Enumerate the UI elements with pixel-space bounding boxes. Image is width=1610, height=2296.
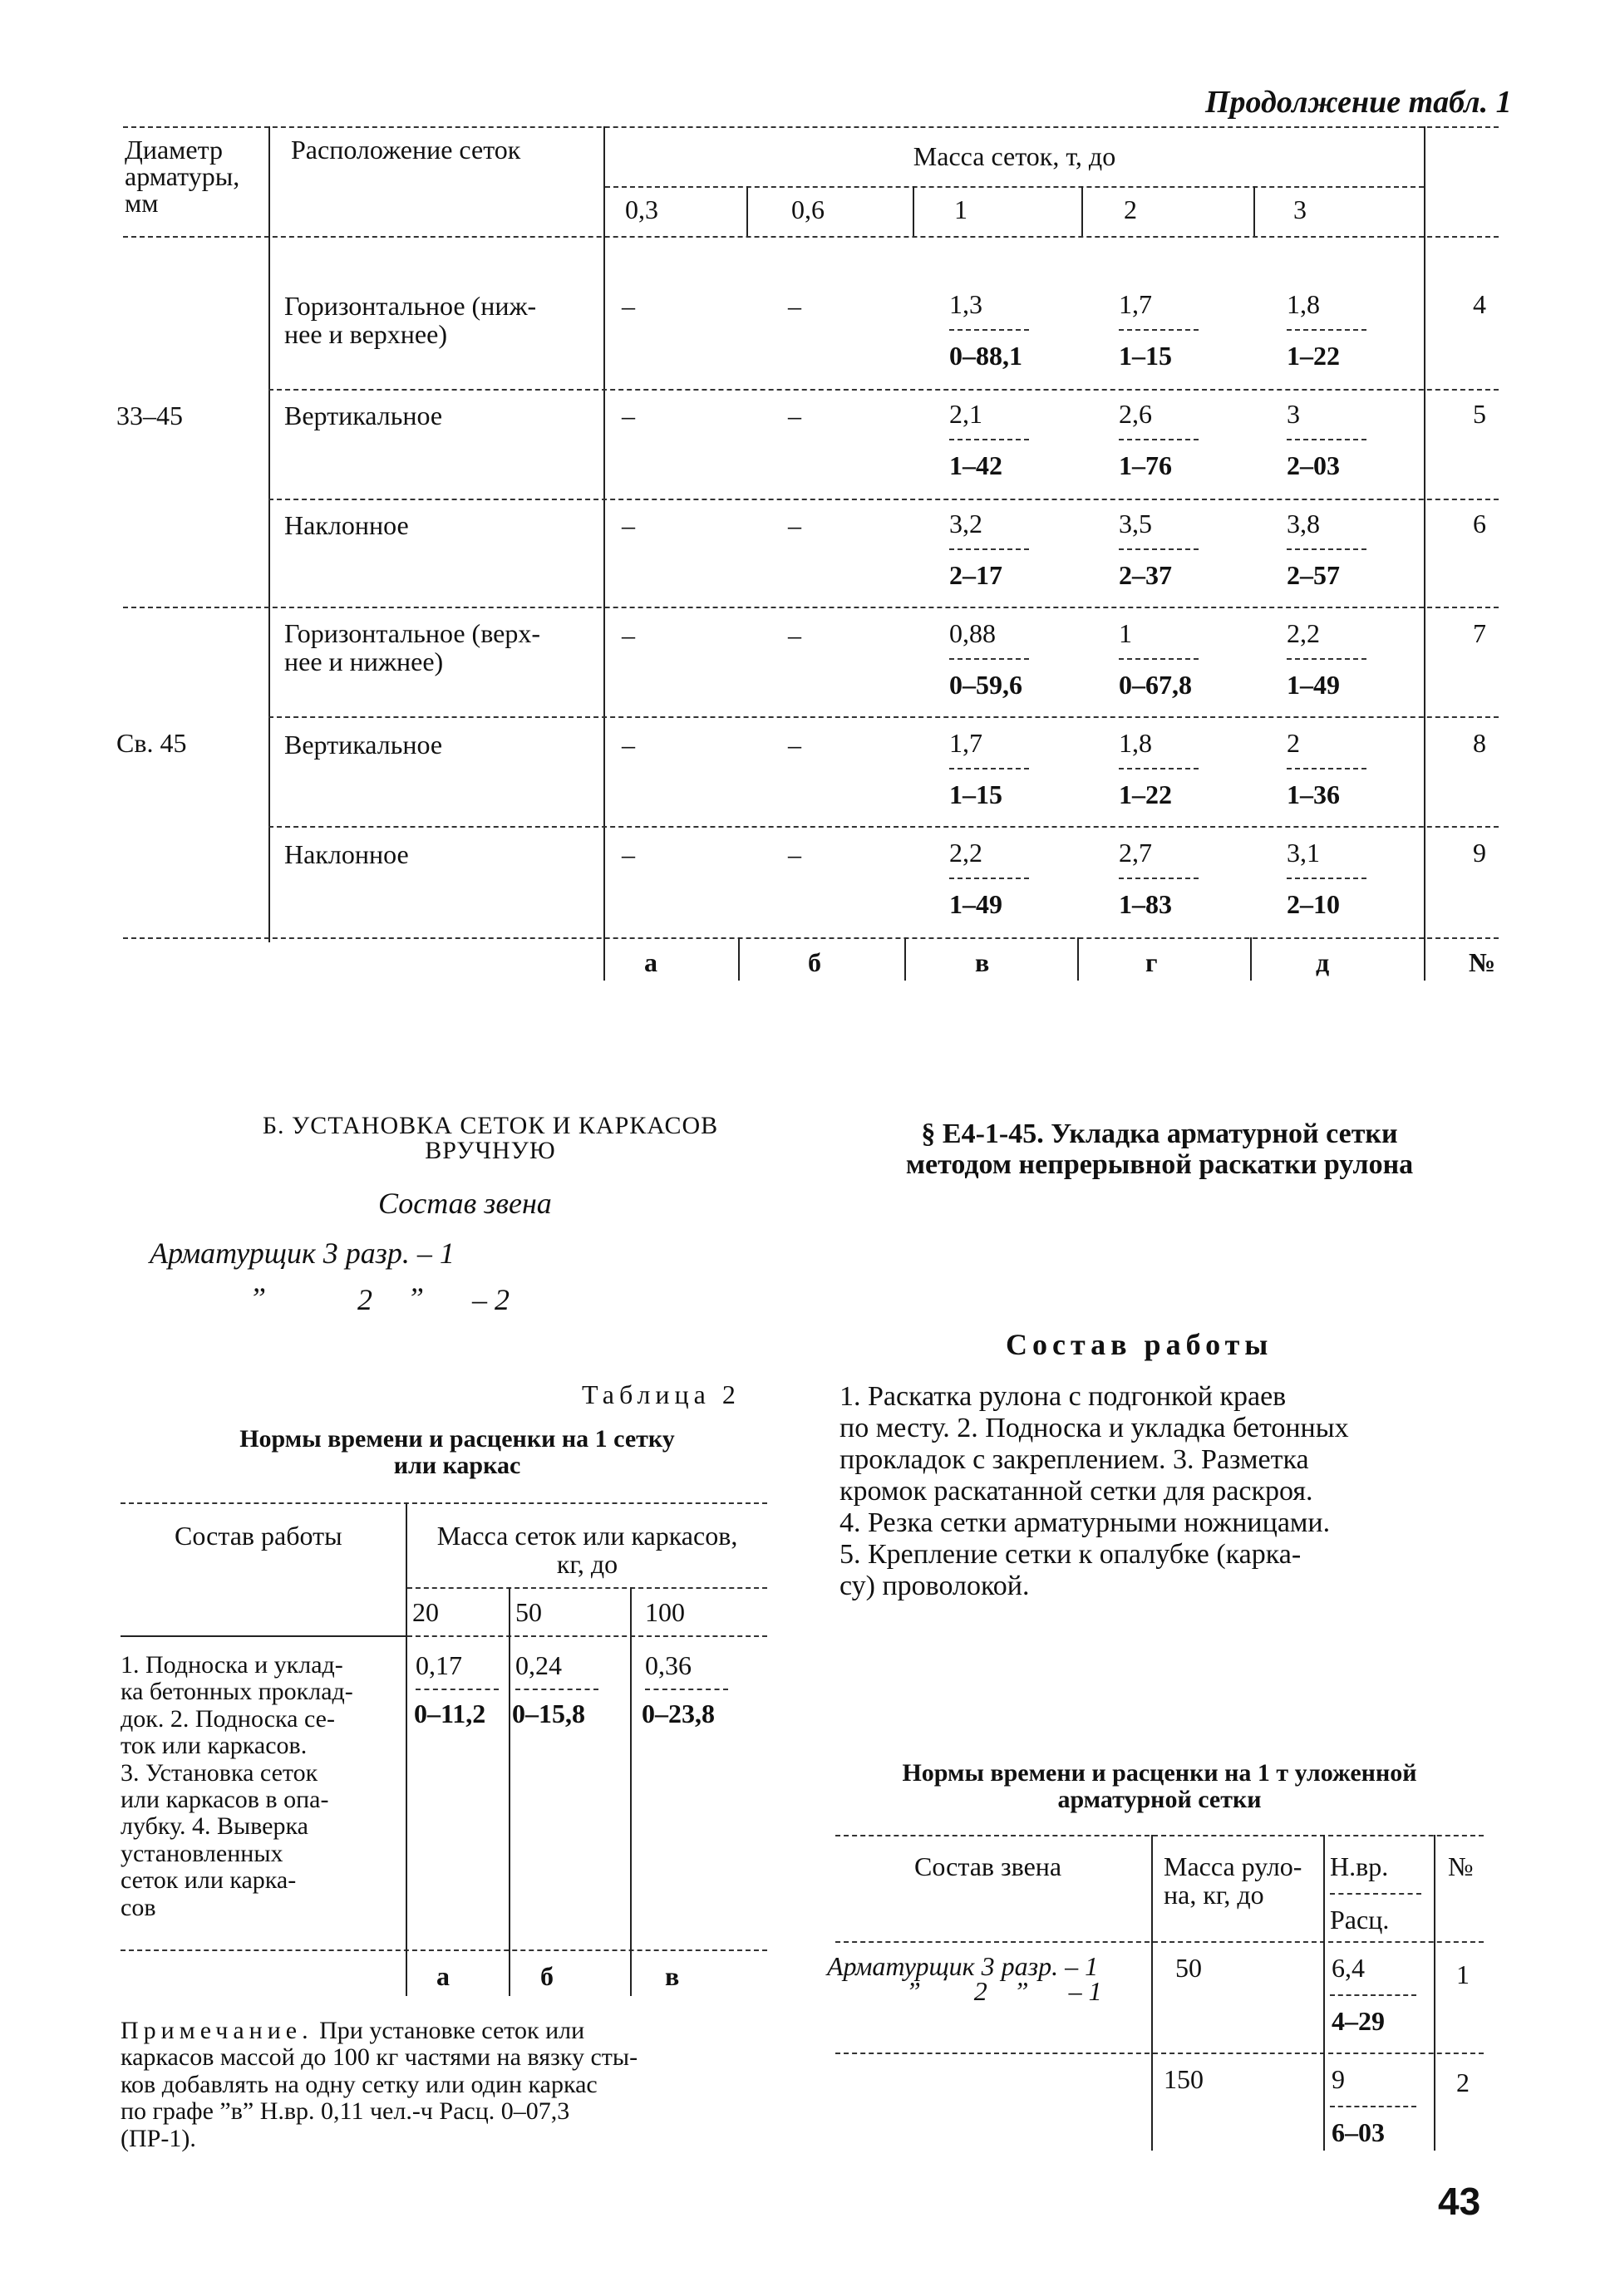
crew-title: Состав звена (378, 1187, 552, 1220)
note-label: Примечание. (121, 2017, 313, 2044)
table-2-letter-a: а (436, 1961, 450, 1991)
row-4-g-bot: 1–15 (1119, 341, 1172, 371)
mass-col-0: 0,3 (625, 194, 658, 224)
row-5-d-bot: 2–03 (1287, 450, 1340, 480)
col-letter-d: д (1316, 947, 1330, 977)
row-6-num: 6 (1473, 509, 1486, 538)
table-3-row-2-mass: 150 (1164, 2064, 1204, 2094)
crew-line-1: Арматурщик 3 разр. – 1 (150, 1236, 455, 1270)
row-5-position: Вертикальное (284, 401, 443, 430)
table-2-col-work: Состав работы (175, 1521, 342, 1551)
table-3-row-1-num: 1 (1456, 1959, 1470, 1989)
row-8-d-top: 2 (1287, 728, 1300, 758)
mass-col-1: 0,6 (791, 194, 825, 224)
table-2-val-a-top: 0,17 (416, 1650, 462, 1680)
row-4-num: 4 (1473, 289, 1486, 319)
row-6-v-bot: 2–17 (949, 560, 1002, 590)
row-9-a: – (622, 839, 635, 869)
row-7-d-bot: 1–49 (1287, 670, 1340, 700)
row-7-v-bot: 0–59,6 (949, 670, 1022, 700)
row-9-d-bot: 2–10 (1287, 889, 1340, 919)
col-mass-header: Масса сеток, т, до (913, 141, 1116, 171)
col-letter-num: № (1469, 947, 1496, 977)
table-3-crew-line-1: Арматурщик 3 разр. – 1 (827, 1951, 1099, 1981)
table-3-crew-line-2: ” 2 ” – 1 (906, 1976, 1102, 2006)
row-8-g-top: 1,8 (1119, 728, 1152, 758)
section-e-work-text: 1. Раскатка рулона с подгонкой краев по месту. 2. Подноска и укладка бетонных прокладок с закреплением. 3. Разметка кромок раскатанной сетки для раскроя. 4. Резка сетки арматурными ножницами. 5. Крепление сетки к опалубке (карка- су) проволокой. (839, 1381, 1349, 1602)
row-6-g-bot: 2–37 (1119, 560, 1172, 590)
row-7-v-top: 0,88 (949, 618, 996, 648)
continuation-label: Продолжение табл. 1 (1205, 85, 1512, 120)
row-7-d-top: 2,2 (1287, 618, 1320, 648)
section-b-title: Б. УСТАНОВКА СЕТОК И КАРКАСОВ ВРУЧНУЮ (262, 1112, 719, 1164)
row-6-d-top: 3,8 (1287, 509, 1320, 538)
row-5-num: 5 (1473, 399, 1486, 429)
col-letter-g: г (1145, 947, 1158, 977)
section-e-table-title: Нормы времени и расценки на 1 т уложенной арматурной сетки (902, 1759, 1417, 1814)
crew-line-2-quote-2: ” (407, 1281, 425, 1315)
row-4-d-top: 1,8 (1287, 289, 1320, 319)
row-4-position: Горизонтальное (ниж- нее и верхнее) (284, 291, 537, 349)
row-4-a: – (622, 291, 635, 321)
row-4-d-bot: 1–22 (1287, 341, 1340, 371)
row-8-position: Вертикальное (284, 730, 443, 760)
table-3-row-1-rasc: 4–29 (1332, 2006, 1385, 2036)
page-number: 43 (1438, 2180, 1481, 2223)
mass-col-2: 1 (954, 194, 967, 224)
row-5-g-top: 2,6 (1119, 399, 1152, 429)
row-5-d-top: 3 (1287, 399, 1300, 429)
row-9-d-top: 3,1 (1287, 838, 1320, 868)
row-7-position: Горизонтальное (верх- нее и нижнее) (284, 618, 540, 676)
row-5-v-bot: 1–42 (949, 450, 1002, 480)
row-9-v-bot: 1–49 (949, 889, 1002, 919)
row-7-num: 7 (1473, 618, 1486, 648)
note-text: При установке сеток или каркасов массой до 100 кг частями на вязку сты- ков добавлять на одну сетку или один каркас по графе ”в” Н.вр. 0,11 чел.-ч Расц. 0–07,3 (ПР-1). (121, 2017, 638, 2152)
row-7-g-top: 1 (1119, 618, 1132, 648)
table-2-title: Нормы времени и расценки на 1 сетку или каркас (239, 1425, 675, 1479)
table-2-val-b-top: 0,24 (515, 1650, 562, 1680)
row-9-num: 9 (1473, 838, 1486, 868)
table-3-row-2-rasc: 6–03 (1332, 2117, 1385, 2147)
table-3-row-1-nvr: 6,4 (1332, 1953, 1365, 1983)
table-2-col-mass: Масса сеток или каркасов, кг, до (436, 1521, 738, 1579)
table-3-col-crew: Состав звена (914, 1851, 1062, 1881)
table-3-col-num: № (1448, 1851, 1474, 1881)
row-9-g-top: 2,7 (1119, 838, 1152, 868)
row-8-num: 8 (1473, 728, 1486, 758)
table-2-val-b-bot: 0–15,8 (512, 1699, 585, 1728)
table-2-mass-100: 100 (645, 1597, 685, 1627)
row-6-g-top: 3,5 (1119, 509, 1152, 538)
table-2-work-text: 1. Подноска и уклад- ка бетонных проклад- док. 2. Подноска се- ток или каркасов. 3. Установка сеток или каркасов в опа- лубку. 4. Выверка установленных сеток или карка- сов (121, 1651, 353, 1921)
col-diameter-header: Диаметр арматуры, мм (125, 135, 240, 218)
col-letter-b: б (808, 947, 821, 977)
row-4-g-top: 1,7 (1119, 289, 1152, 319)
diameter-group-2: Св. 45 (116, 728, 187, 758)
row-7-a: – (622, 620, 635, 650)
row-4-v-bot: 0–88,1 (949, 341, 1022, 371)
diameter-group-1: 33–45 (116, 401, 183, 430)
section-e-work-title: Состав работы (1006, 1328, 1273, 1361)
row-8-v-bot: 1–15 (949, 779, 1002, 809)
crew-line-2-count: – 2 (472, 1283, 510, 1316)
table-3-row-2-nvr: 9 (1332, 2064, 1345, 2094)
row-4-v-top: 1,3 (949, 289, 982, 319)
table-2-val-v-bot: 0–23,8 (642, 1699, 715, 1728)
table-2-val-a-bot: 0–11,2 (414, 1699, 486, 1728)
row-8-a: – (622, 730, 635, 760)
table-3-col-mass: Масса руло- на, кг, до (1164, 1851, 1302, 1910)
table-2-mass-20: 20 (412, 1597, 439, 1627)
table-2-letter-v: в (665, 1961, 680, 1991)
row-8-v-top: 1,7 (949, 728, 982, 758)
table-2-note (121, 2018, 777, 2152)
table-3-col-rasc: Расц. (1330, 1905, 1390, 1935)
crew-line-2-grade: 2 (357, 1283, 372, 1316)
crew-line-2-quote: ” (249, 1281, 267, 1315)
row-6-v-top: 3,2 (949, 509, 982, 538)
row-6-b: – (788, 510, 801, 540)
table-2-label: Таблица 2 (582, 1379, 741, 1409)
table-3-col-nvr: Н.вр. (1330, 1851, 1389, 1881)
row-8-d-bot: 1–36 (1287, 779, 1340, 809)
table-2-letter-b: б (540, 1961, 554, 1991)
table-3-row-2-num: 2 (1456, 2067, 1470, 2097)
row-9-position: Наклонное (284, 839, 409, 869)
col-position-header: Расположение сеток (291, 135, 521, 165)
col-letter-v: в (975, 947, 990, 977)
row-5-v-top: 2,1 (949, 399, 982, 429)
row-8-g-bot: 1–22 (1119, 779, 1172, 809)
row-9-g-bot: 1–83 (1119, 889, 1172, 919)
row-9-v-top: 2,2 (949, 838, 982, 868)
row-8-b: – (788, 730, 801, 760)
col-letter-a: а (644, 947, 657, 977)
row-5-b: – (788, 401, 801, 430)
mass-col-3: 2 (1124, 194, 1137, 224)
row-5-a: – (622, 401, 635, 430)
table-2-val-v-top: 0,36 (645, 1650, 692, 1680)
row-7-b: – (788, 620, 801, 650)
row-6-d-bot: 2–57 (1287, 560, 1340, 590)
mass-col-4: 3 (1293, 194, 1307, 224)
row-4-b: – (788, 291, 801, 321)
row-6-position: Наклонное (284, 510, 409, 540)
table-2-mass-50: 50 (515, 1597, 542, 1627)
table-3-row-1-mass: 50 (1175, 1953, 1202, 1983)
row-7-g-bot: 0–67,8 (1119, 670, 1192, 700)
section-e-title: § Е4-1-45. Укладка арматурной сетки методом непрерывной раскатки рулона (905, 1119, 1414, 1181)
row-5-g-bot: 1–76 (1119, 450, 1172, 480)
row-6-a: – (622, 510, 635, 540)
row-9-b: – (788, 839, 801, 869)
